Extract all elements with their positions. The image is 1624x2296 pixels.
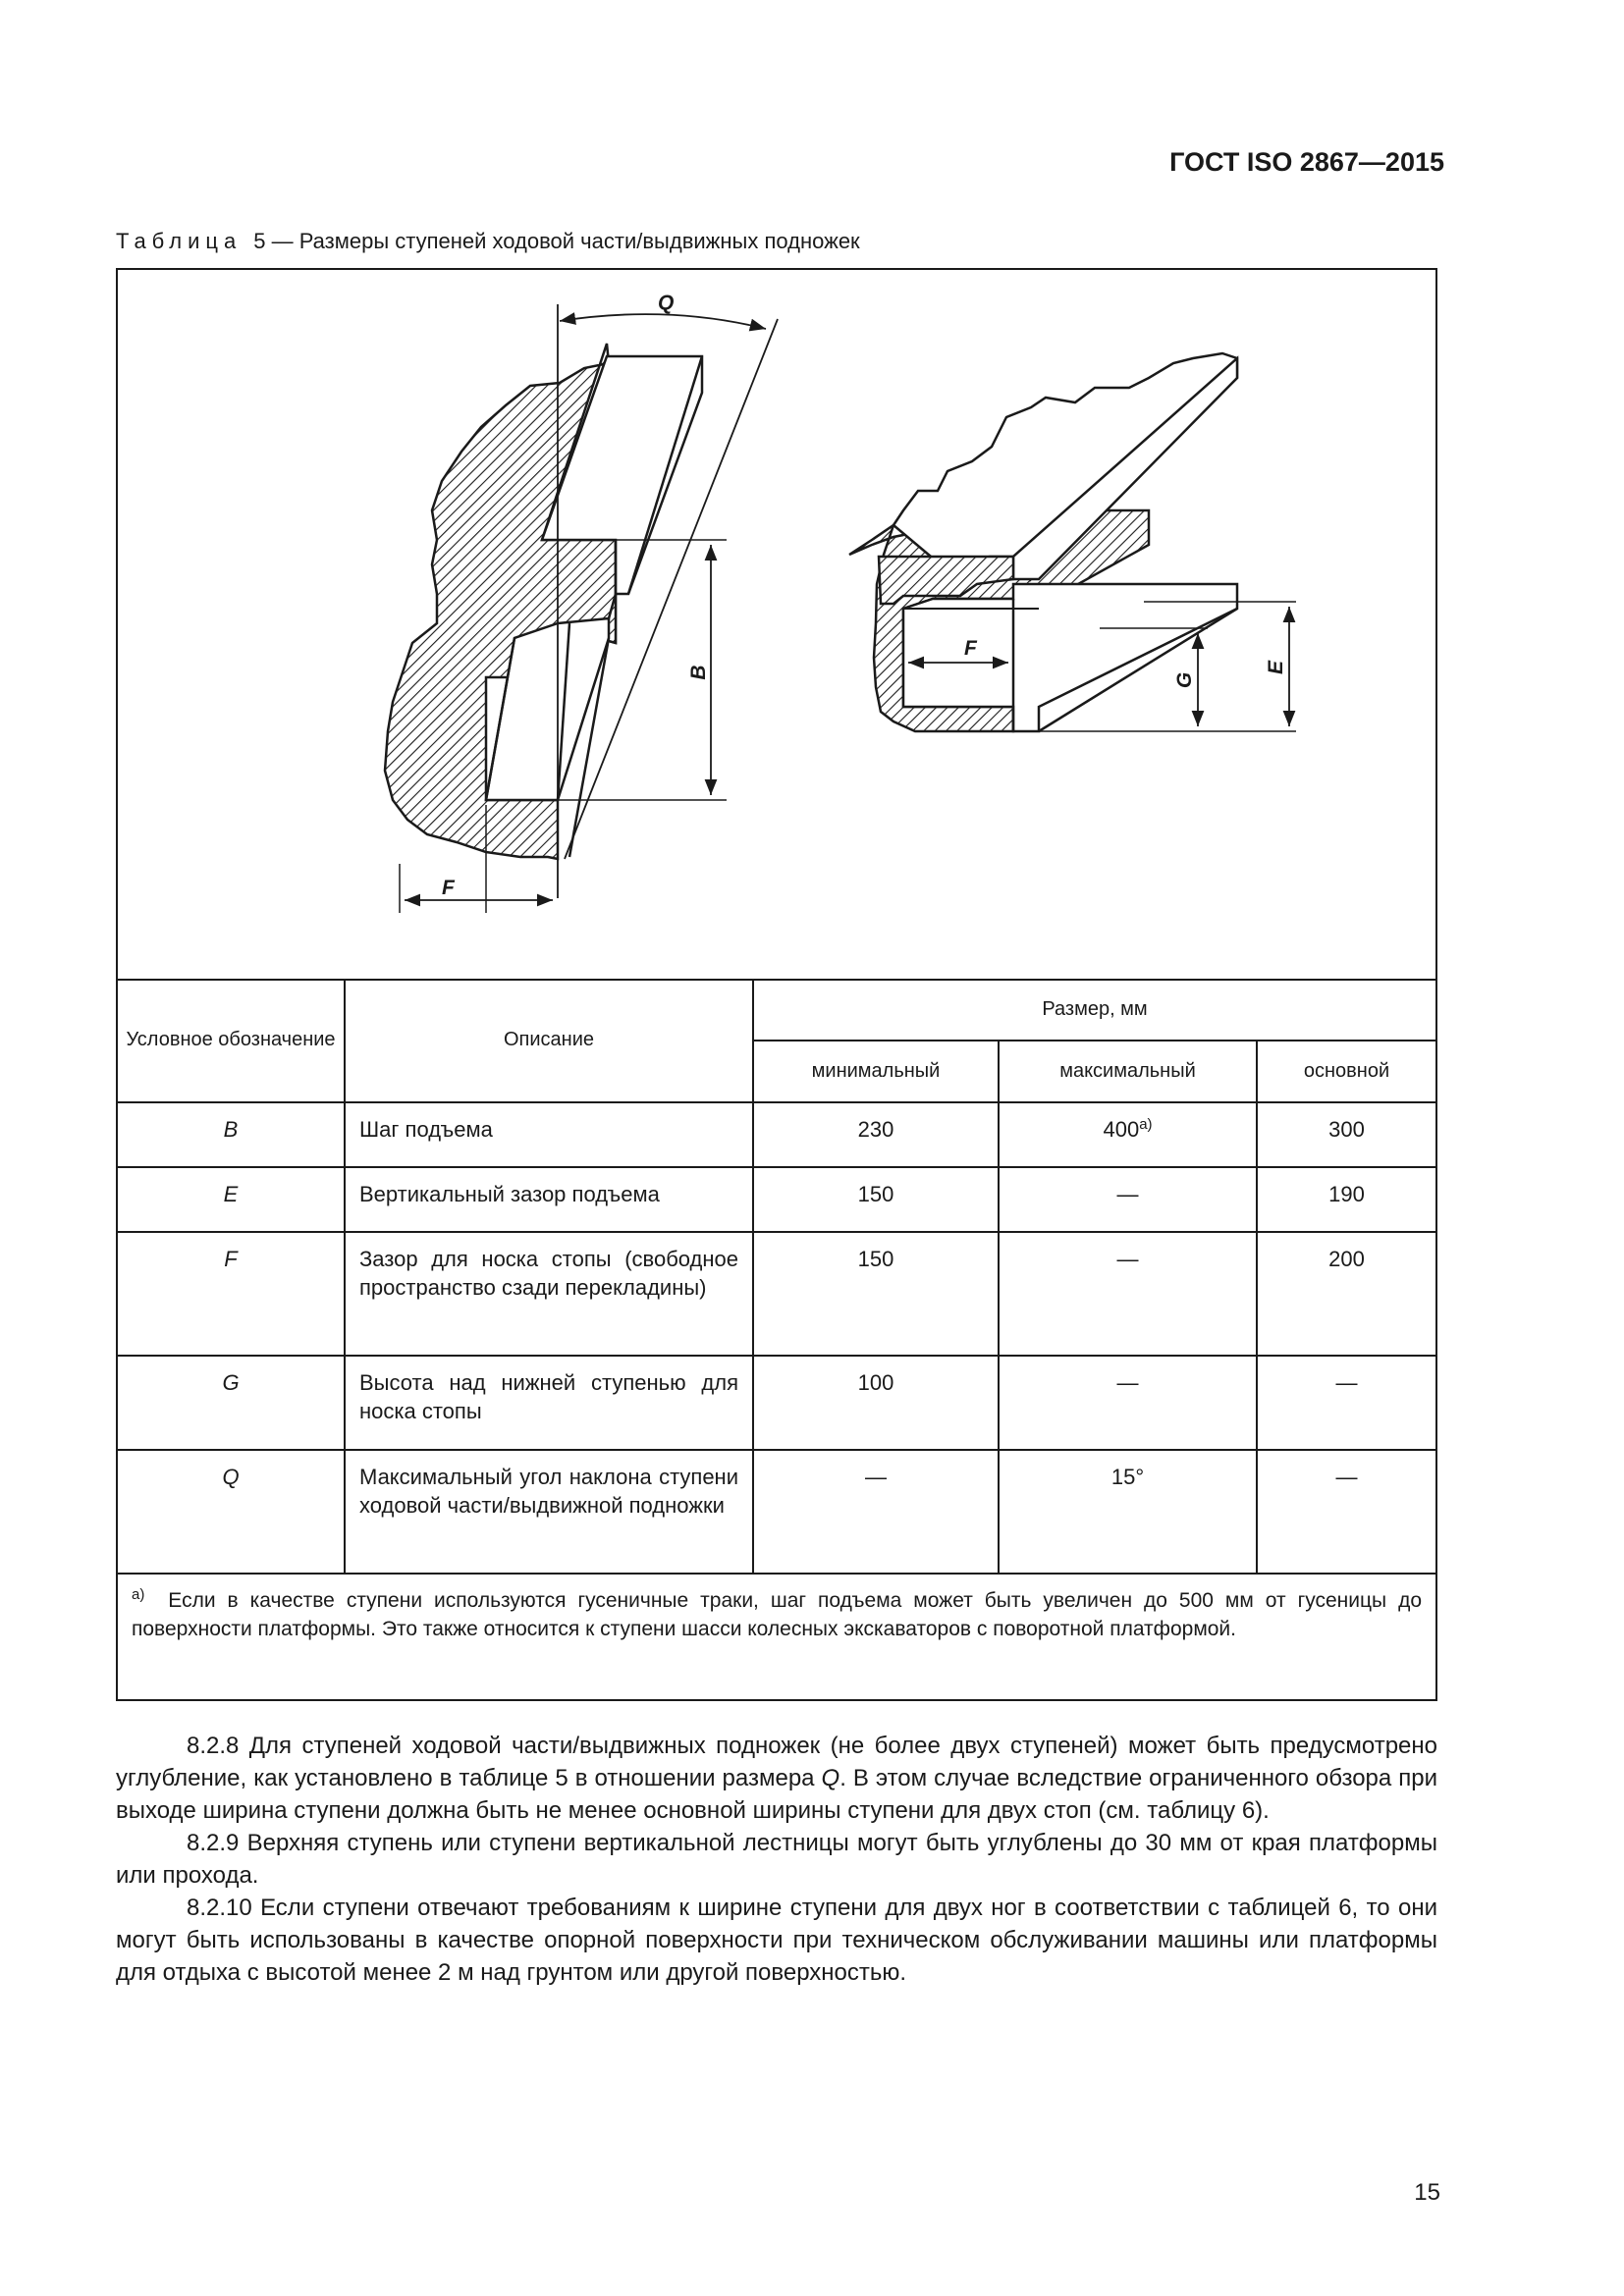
label-f-left: F xyxy=(442,877,455,899)
caption-text: 5 — Размеры ступеней ходовой части/выдвижных подножек xyxy=(253,229,860,253)
dimensions-table xyxy=(118,979,1435,1653)
table-caption xyxy=(116,229,860,254)
label-q: Q xyxy=(658,292,675,314)
cell-symbol: G xyxy=(118,1356,345,1450)
cell-max: — xyxy=(999,1167,1257,1232)
header-size: Размер, мм xyxy=(753,979,1435,1041)
cell-symbol: Q xyxy=(118,1450,345,1574)
cell-min: 100 xyxy=(753,1356,999,1450)
cell-base: — xyxy=(1257,1450,1435,1574)
table-frame xyxy=(116,268,1437,1701)
label-f-right: F xyxy=(964,637,977,660)
table-row xyxy=(118,1167,1435,1232)
header-base: основной xyxy=(1257,1041,1435,1102)
footnote-mark: a) xyxy=(132,1586,145,1603)
step-dimensions-figure xyxy=(118,270,1435,981)
cell-min: — xyxy=(753,1450,999,1574)
right-step-drawing xyxy=(849,353,1296,731)
cell-max: — xyxy=(999,1232,1257,1356)
cell-description: Высота над нижней ступенью для носка стопы xyxy=(345,1356,753,1450)
left-step-drawing xyxy=(385,292,778,913)
body-text xyxy=(116,1730,1437,1989)
table-footnote xyxy=(118,1574,1435,1653)
max-value: 400 xyxy=(1103,1117,1140,1142)
cell-description: Зазор для носка стопы (свободное пространство сзади перекладины) xyxy=(345,1232,753,1356)
cell-max: 15° xyxy=(999,1450,1257,1574)
paragraph-8-2-8 xyxy=(116,1730,1437,1827)
cell-base: — xyxy=(1257,1356,1435,1450)
p1-part-1: 8.2.8 Для ступеней ходовой части/выдвижных подножек (не более двух ступеней) может быть предусмотрено углубление, как установлено в таблице 5 в отношении размера xyxy=(116,1733,1437,1791)
cell-description: Шаг подъема xyxy=(345,1102,753,1167)
cell-min: 150 xyxy=(753,1167,999,1232)
cell-symbol: E xyxy=(118,1167,345,1232)
cell-max xyxy=(999,1102,1257,1167)
cell-min: 150 xyxy=(753,1232,999,1356)
dimension-q-arc xyxy=(560,314,766,329)
cell-symbol: B xyxy=(118,1102,345,1167)
document-code: ГОСТ ISO 2867—2015 xyxy=(1169,147,1444,177)
footnote-ref: a) xyxy=(1139,1116,1153,1133)
header-min: минимальный xyxy=(753,1041,999,1102)
table-footnote-row xyxy=(118,1574,1435,1653)
table-row xyxy=(118,1356,1435,1450)
header-description: Описание xyxy=(345,979,753,1102)
cell-base: 300 xyxy=(1257,1102,1435,1167)
paragraph-8-2-10: 8.2.10 Если ступени отвечают требованиям к ширине ступени для двух ног в соответствии с таблицей 6, то они могут быть использованы в качестве опорной поверхности при техническом обслуживании машины или платформы для отдыха с высотой менее 2 м над грунтом или другой поверхностью. xyxy=(116,1895,1437,1986)
caption-label: Таблица xyxy=(116,229,243,253)
p1-part-2: . В этом случае вследствие ограниченного обзора при выходе ширина ступени должна быть не менее основной ширины ступени для двух стоп (см. таблицу 6). xyxy=(116,1765,1437,1824)
table-row xyxy=(118,1450,1435,1574)
table-row xyxy=(118,1102,1435,1167)
cell-min: 230 xyxy=(753,1102,999,1167)
paragraph-8-2-9: 8.2.9 Верхняя ступень или ступени вертикальной лестницы могут быть углублены до 30 мм от края платформы или прохода. xyxy=(116,1830,1437,1889)
cell-max: — xyxy=(999,1356,1257,1450)
step-drawing xyxy=(118,270,1435,979)
p1-symbol: Q xyxy=(821,1765,840,1791)
footnote-text: Если в качестве ступени используются гусеничные траки, шаг подъема может быть увеличен до 500 мм от гусеницы до поверхности платформы. Это также относится к ступени шасси колесных экскаваторов с поворотной платформой. xyxy=(132,1589,1423,1640)
label-e: E xyxy=(1265,660,1287,675)
cell-symbol: F xyxy=(118,1232,345,1356)
header-max: максимальный xyxy=(999,1041,1257,1102)
cell-base: 200 xyxy=(1257,1232,1435,1356)
label-g: G xyxy=(1173,671,1196,689)
header-symbol: Условное обозначение xyxy=(118,979,345,1102)
label-b: B xyxy=(687,665,710,680)
cell-base: 190 xyxy=(1257,1167,1435,1232)
table-row xyxy=(118,1232,1435,1356)
cell-description: Максимальный угол наклона ступени ходовой части/выдвижной подножки xyxy=(345,1450,753,1574)
page-number: 15 xyxy=(1414,2179,1440,2206)
cell-description: Вертикальный зазор подъема xyxy=(345,1167,753,1232)
